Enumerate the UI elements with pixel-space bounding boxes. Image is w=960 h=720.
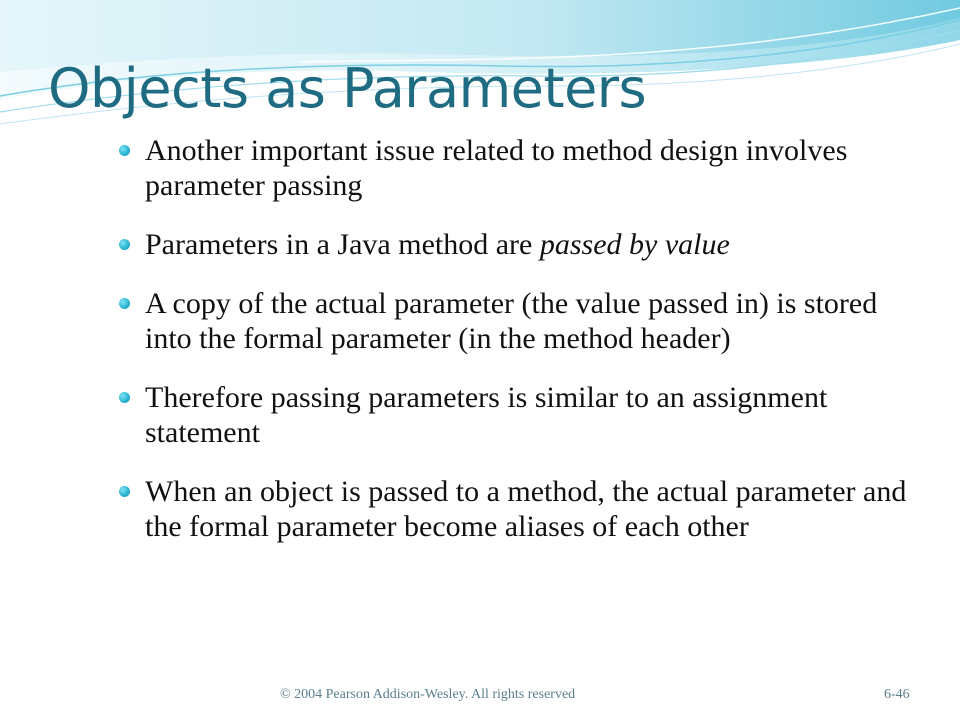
- page-number: 6-46: [884, 687, 910, 702]
- bullet-item: [117, 286, 922, 356]
- bullet-text: Parameters in a Java method are: [145, 228, 540, 261]
- bullet-dot-icon: [119, 239, 130, 250]
- bullet-dot-icon: [119, 145, 130, 156]
- slide-title: Objects as Parameters: [48, 57, 647, 120]
- bullet-item: [117, 227, 922, 262]
- bullet-dot-icon: [119, 486, 130, 497]
- bullet-list: [117, 133, 922, 568]
- bullet-text: Another important issue related to method design involves parameter passing: [145, 134, 848, 202]
- bullet-text-italic: passed by value: [539, 228, 730, 261]
- bullet-dot-icon: [119, 298, 130, 309]
- bullet-text: A copy of the actual parameter (the value passed in) is stored into the formal parameter (in the method header): [145, 287, 878, 355]
- bullet-text: When an object is passed to a method, the actual parameter and the formal parameter become aliases of each other: [145, 475, 907, 543]
- bullet-dot-icon: [119, 392, 130, 403]
- bullet-text: Therefore passing parameters is similar to an assignment statement: [145, 381, 828, 449]
- copyright-footer: © 2004 Pearson Addison-Wesley. All rights reserved: [280, 687, 576, 702]
- bullet-item: [117, 474, 922, 544]
- bullet-item: [117, 380, 922, 450]
- bullet-item: [117, 133, 922, 203]
